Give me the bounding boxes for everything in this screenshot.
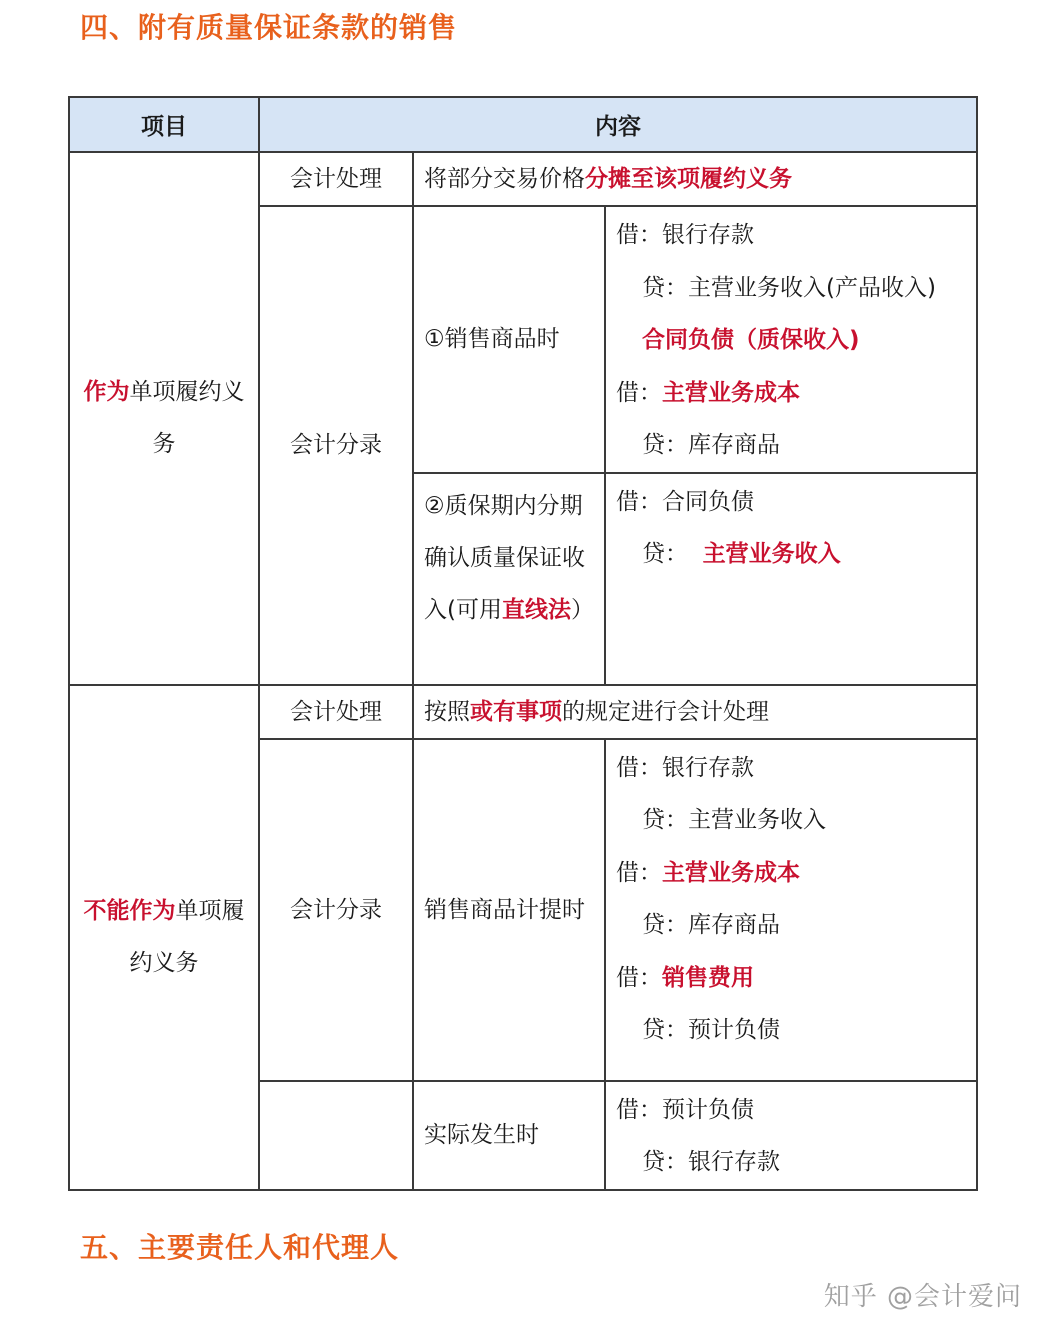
entry-line xyxy=(616,952,966,1005)
case-label: 销售商品计提时 xyxy=(413,739,605,1081)
entry-emphasis: 销售费用 xyxy=(662,964,754,991)
header-content: 内容 xyxy=(259,97,977,152)
entry-line xyxy=(616,847,966,900)
accounting-text: 按照 xyxy=(424,698,470,725)
entry-line: 贷：库存商品 xyxy=(642,912,780,938)
entry-line: 借：银行存款 xyxy=(616,754,754,781)
case-text: ②质保期内分期确认质量保证收入(可用 xyxy=(424,492,585,623)
accounting-label: 会计处理 xyxy=(259,685,413,739)
entry-line: 贷：预计负债 xyxy=(642,1017,780,1043)
table-row xyxy=(69,685,977,739)
journal-entry xyxy=(605,1081,977,1190)
case-label xyxy=(413,473,605,685)
journal-entry xyxy=(605,473,977,685)
watermark: 知乎 @会计爱问 xyxy=(823,1282,1022,1312)
entry-line: 贷：主营业务收入(产品收入) xyxy=(642,274,936,301)
item-text: 单项履约义务 xyxy=(129,379,245,458)
section-heading-4: 四、附有质量保证条款的销售 xyxy=(80,11,458,44)
item-cell-separate-obligation xyxy=(69,152,259,685)
journal-entry xyxy=(605,206,977,473)
case-text: ） xyxy=(570,596,594,623)
entry-line: 贷：银行存款 xyxy=(642,1149,780,1175)
entry-emphasis: 主营业务成本 xyxy=(662,379,800,406)
entry-line: 借：银行存款 xyxy=(616,222,754,248)
journal-entry xyxy=(605,739,977,1081)
entry-emphasis: 主营业务成本 xyxy=(662,859,800,886)
accounting-text: 的规定进行会计处理 xyxy=(562,698,769,725)
empty-cell xyxy=(259,1081,413,1190)
accounting-content xyxy=(413,685,977,739)
case-emphasis: 直线法 xyxy=(501,596,571,623)
entry-line: 合同负债（质保收入) xyxy=(642,327,860,353)
entry-line: 贷：主营业务收入 xyxy=(642,807,826,833)
entry-line xyxy=(616,367,966,420)
warranty-sales-table xyxy=(68,96,978,1191)
entry-line: 借：预计负债 xyxy=(616,1096,754,1123)
entry-label: 会计分录 xyxy=(259,206,413,685)
entry-prefix: 借： xyxy=(616,964,662,991)
item-emphasis: 作为 xyxy=(83,379,130,406)
case-label: ①销售商品时 xyxy=(413,206,605,473)
accounting-content xyxy=(413,152,977,206)
section-heading-5: 五、主要责任人和代理人 xyxy=(80,1231,400,1264)
item-emphasis: 不能作为 xyxy=(83,898,176,924)
entry-emphasis: 主营业务收入 xyxy=(702,541,841,567)
entry-label: 会计分录 xyxy=(259,739,413,1081)
header-item: 项目 xyxy=(69,97,259,152)
item-text: 单项履约义务 xyxy=(129,898,245,976)
table-header-row xyxy=(69,97,977,152)
item-cell-not-separate-obligation xyxy=(69,685,259,1190)
case-label: 实际发生时 xyxy=(413,1081,605,1190)
accounting-text: 将部分交易价格 xyxy=(424,166,585,192)
table-row xyxy=(69,152,977,206)
accounting-label: 会计处理 xyxy=(259,152,413,206)
accounting-emphasis: 分摊至该项履约义务 xyxy=(585,166,792,192)
entry-line: 贷：库存商品 xyxy=(642,432,780,458)
entry-prefix: 借： xyxy=(616,859,662,886)
entry-line: 借：合同负债 xyxy=(616,488,754,515)
entry-prefix: 借： xyxy=(616,379,662,406)
accounting-emphasis: 或有事项 xyxy=(470,698,562,725)
entry-prefix: 贷： xyxy=(642,541,688,567)
entry-line xyxy=(616,528,966,581)
